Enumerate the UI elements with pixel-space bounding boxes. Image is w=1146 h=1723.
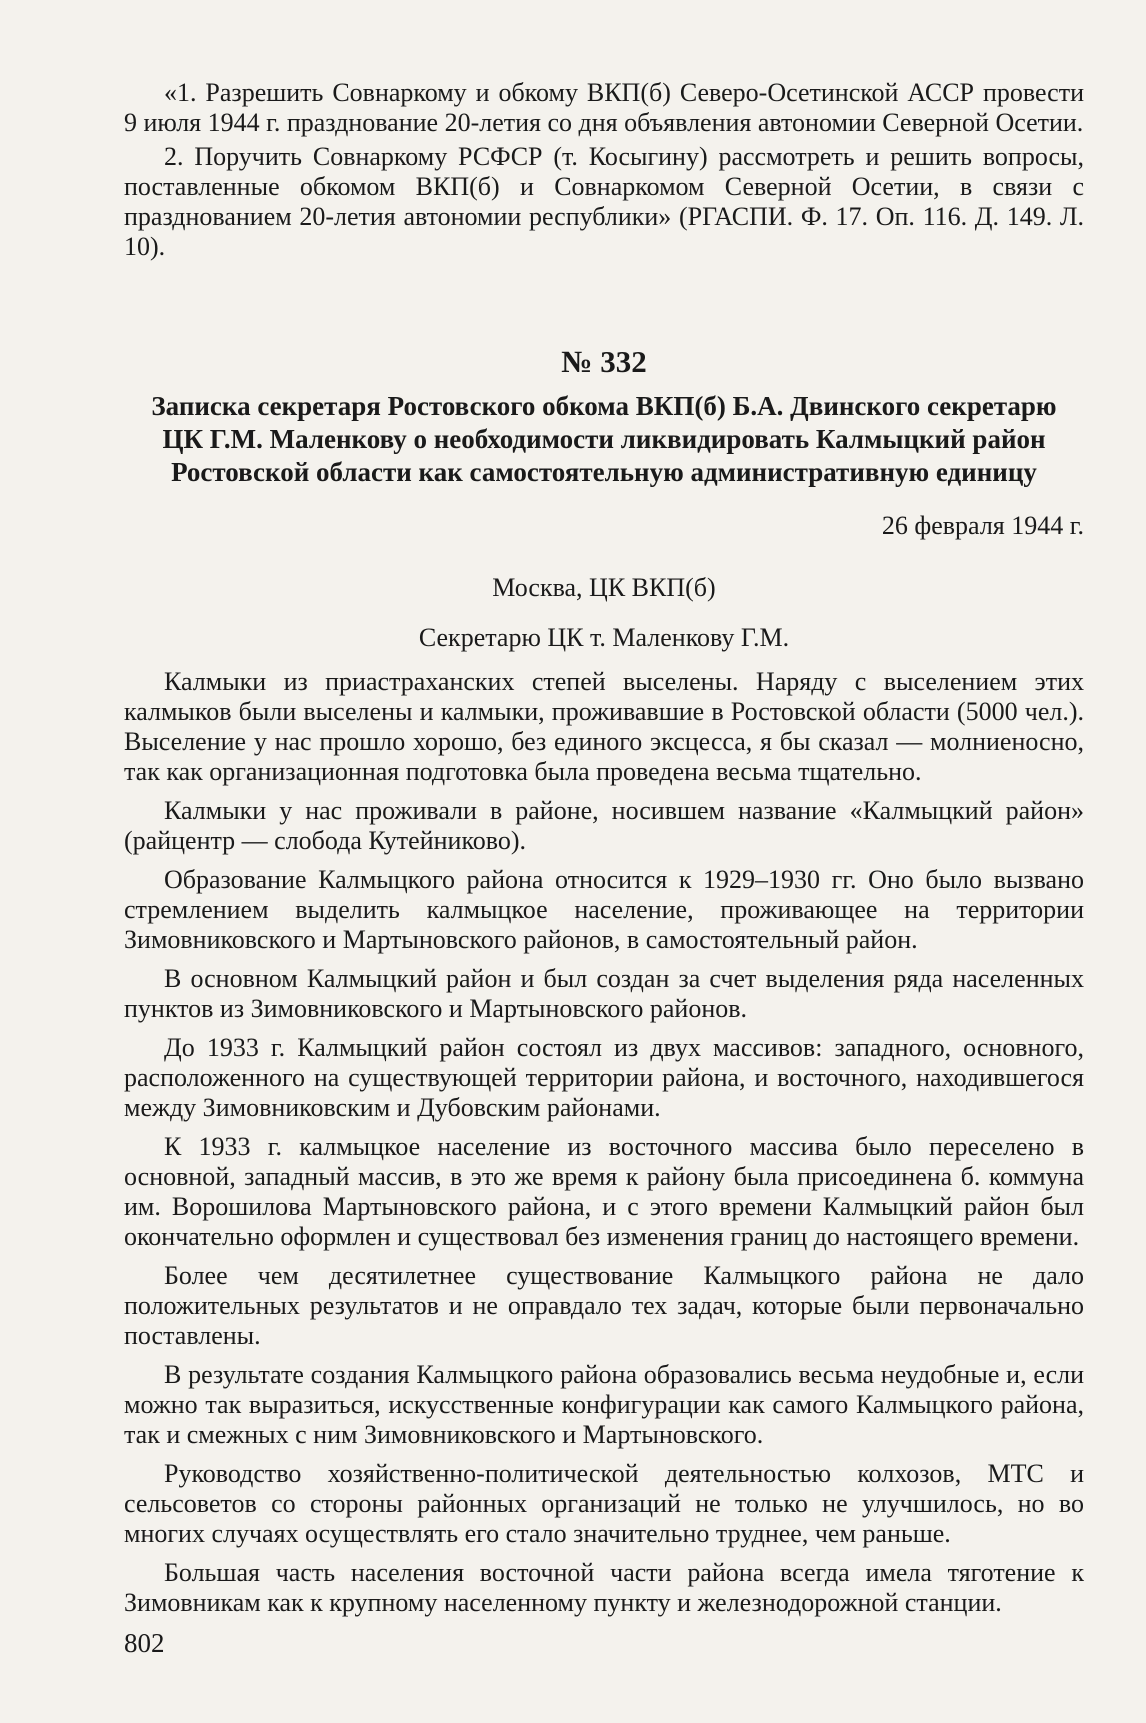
document-page <box>124 78 1084 1627</box>
body-paragraph: Калмыки у нас проживали в районе, носившем название «Калмыцкий район» (райцентр — слобода Кутейниково). <box>124 796 1084 855</box>
document-date: 26 февраля 1944 г. <box>881 511 1084 540</box>
document-addressee: Секретарю ЦК т. Маленкову Г.М. <box>418 623 790 652</box>
body-paragraph: Образование Калмыцкого района относится к 1929–1930 гг. Оно было вызвано стремлением выделить калмыцкое население, проживающее на территории Зимовниковского и Мартыновского районов, в самостоятельный район. <box>124 865 1084 954</box>
document-body <box>124 667 1084 1618</box>
document-title: Записка секретаря Ростовского обкома ВКП(б) Б.А. Двинского секретарю ЦК Г.М. Маленкову о необходимости ликвидировать Калмыцкий район Ростовской области как самостоятельную административную единицу <box>151 391 1057 487</box>
page-number: 802 <box>124 1628 165 1658</box>
body-paragraph: В основном Калмыцкий район и был создан за счет выделения ряда населенных пунктов из Зимовниковского и Мартыновского районов. <box>124 964 1084 1023</box>
body-paragraph: До 1933 г. Калмыцкий район состоял из двух массивов: западного, основного, расположенного на существующей территории района, и восточного, находившегося между Зимовниковским и Дубовским районами. <box>124 1033 1084 1122</box>
body-paragraph: Более чем десятилетнее существование Калмыцкого района не дало положительных результатов и не оправдало тех задач, которые были первоначально поставлены. <box>124 1261 1084 1350</box>
document-number: № 332 <box>561 344 647 379</box>
preamble-paragraph-2: 2. Поручить Совнаркому РСФСР (т. Косыгину) рассмотреть и решить вопросы, поставленные обкомом ВКП(б) и Совнаркомом Северной Осетии, в связи с празднованием 20-летия автономии республики» (РГАСПИ. Ф. 17. Оп. 116. Д. 149. Л. 10). <box>124 142 1084 261</box>
body-paragraph: Калмыки из приастраханских степей выселены. Наряду с выселением этих калмыков были выселены и калмыки, проживавшие в Ростовской области (5000 чел.). Выселение у нас прошло хорошо, без единого эксцесса, я бы сказал — молниеносно, так как организационная подготовка была проведена весьма тщательно. <box>124 667 1084 786</box>
document-place: Москва, ЦК ВКП(б) <box>492 573 716 602</box>
preamble <box>124 78 1084 262</box>
body-paragraph: К 1933 г. калмыцкое население из восточного массива было переселено в основной, западный массив, в это же время к району была присоединена б. коммуна им. Ворошилова Мартыновского района, и с этого времени Калмыцкий район был окончательно оформлен и существовал без изменения границ до настоящего времени. <box>124 1132 1084 1251</box>
body-paragraph: Большая часть населения восточной части района всегда имела тяготение к Зимовникам как к крупному населенному пункту и железнодорожной станции. <box>124 1558 1084 1617</box>
body-paragraph: Руководство хозяйственно-политической деятельностью колхозов, МТС и сельсоветов со стороны районных организаций не только не улучшилось, но во многих случаях осуществлять его стало значительно труднее, чем раньше. <box>124 1459 1084 1548</box>
body-paragraph: В результате создания Калмыцкого района образовались весьма неудобные и, если можно так выразиться, искусственные конфигурации как самого Калмыцкого района, так и смежных с ним Зимовниковского и Мартыновского. <box>124 1360 1084 1449</box>
preamble-paragraph-1: «1. Разрешить Совнаркому и обкому ВКП(б) Северо-Осетинской АССР провести 9 июля 1944 г. празднование 20-летия со дня объявления автономии Северной Осетии. <box>124 78 1084 137</box>
